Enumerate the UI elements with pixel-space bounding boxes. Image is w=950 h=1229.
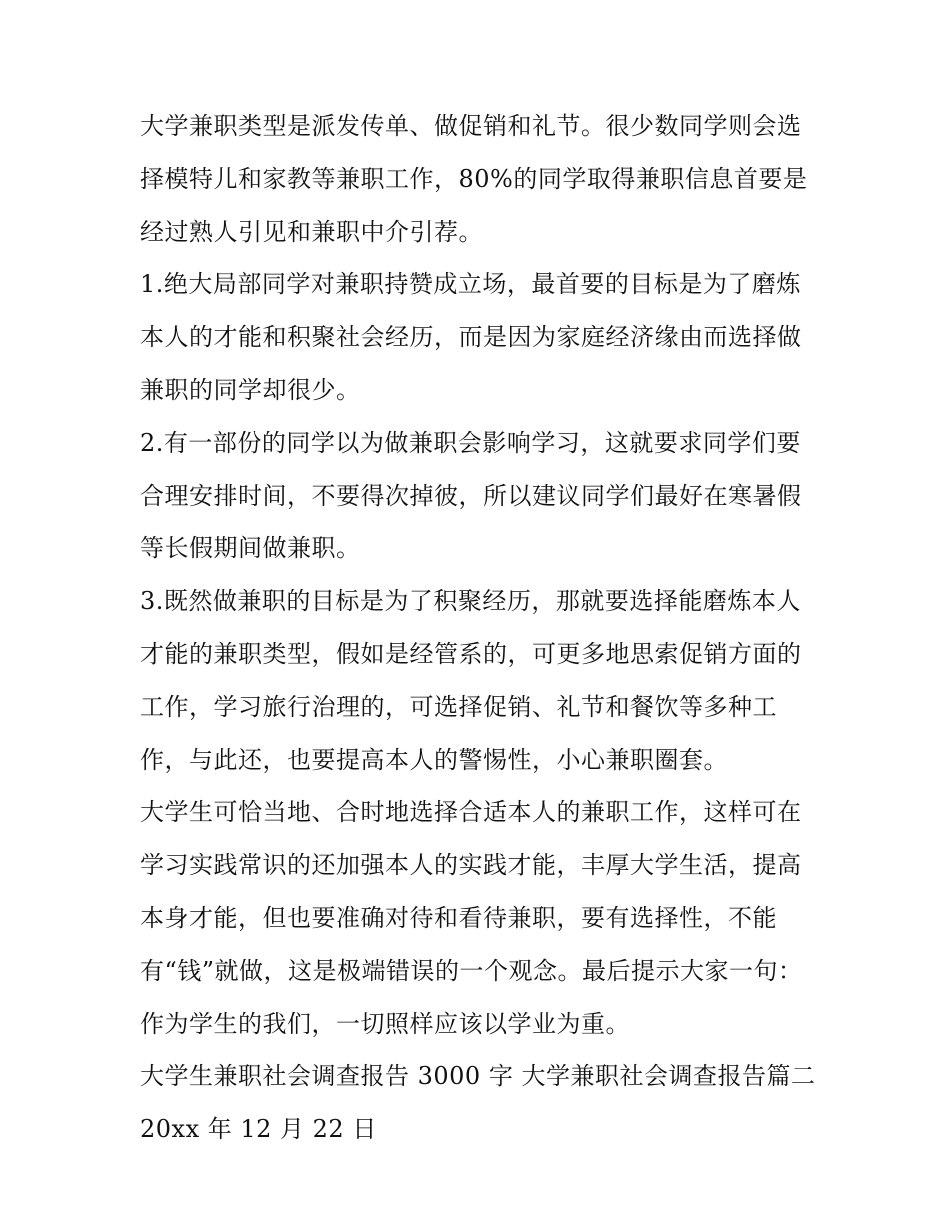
text-line: 作，与此还，也要提高本人的警惕性，小心兼职圈套。 [140,745,728,774]
text-line: 才能的兼职类型，假如是经管系的，可更多地思索促销方面的 [140,639,802,668]
text-line: 等长假期间做兼职。 [140,534,361,563]
text-line: 3.既然做兼职的目标是为了积聚经历，那就要选择能磨炼本人 [140,587,801,616]
text-line: 合理安排时间，不要得次掉彼，所以建议同学们最好在寒暑假 [140,481,802,510]
text-line: 兼职的同学却很少。 [140,375,361,404]
paragraph-conclusion [140,786,816,1050]
text-line: 大学兼职类型是派发传单、做促销和礼节。很少数同学则会选 [140,112,802,140]
text-line: 2.有一部份的同学以为做兼职会影响学习，这就要求同学们要 [140,428,801,457]
text-line: 工作，学习旅行治理的，可选择促销、礼节和餐饮等多种工 [140,692,777,721]
text-line: 作为学生的我们，一切照样应该以学业为重。 [140,1009,630,1038]
paragraph-point-1 [140,258,816,416]
text-line: 经过熟人引见和兼职中介引荐。 [140,217,483,246]
text-line: 学习实践常识的还加强本人的实践才能，丰厚大学生活，提高 [140,851,802,880]
report-date [140,1103,816,1156]
text-line: 大学生可恰当地、合时地选择合适本人的兼职工作，这样可在 [140,798,802,827]
paragraph-point-2 [140,417,816,575]
paragraph-part-time-types [140,100,816,258]
text-line: 1.绝大局部同学对兼职持赞成立场，最首要的目标是为了磨炼 [140,270,801,299]
text-line: 本身才能，但也要准确对待和看待兼职，要有选择性，不能 [140,903,777,932]
section-title [140,1050,816,1103]
paragraph-point-3 [140,575,816,786]
text-line: 有“钱”就做，这是极端错误的一个观念。最后提示大家一句： [140,956,803,985]
text-line: 大学生兼职社会调查报告 3000 字 大学兼职社会调查报告篇二 [140,1062,816,1091]
text-line: 20xx 年 12 月 22 日 [140,1115,377,1144]
text-line: 择模特儿和家教等兼职工作，80%的同学取得兼职信息首要是 [140,164,808,193]
text-line: 本人的才能和积聚社会经历，而是因为家庭经济缘由而选择做 [140,323,802,352]
document-body [140,100,816,1156]
